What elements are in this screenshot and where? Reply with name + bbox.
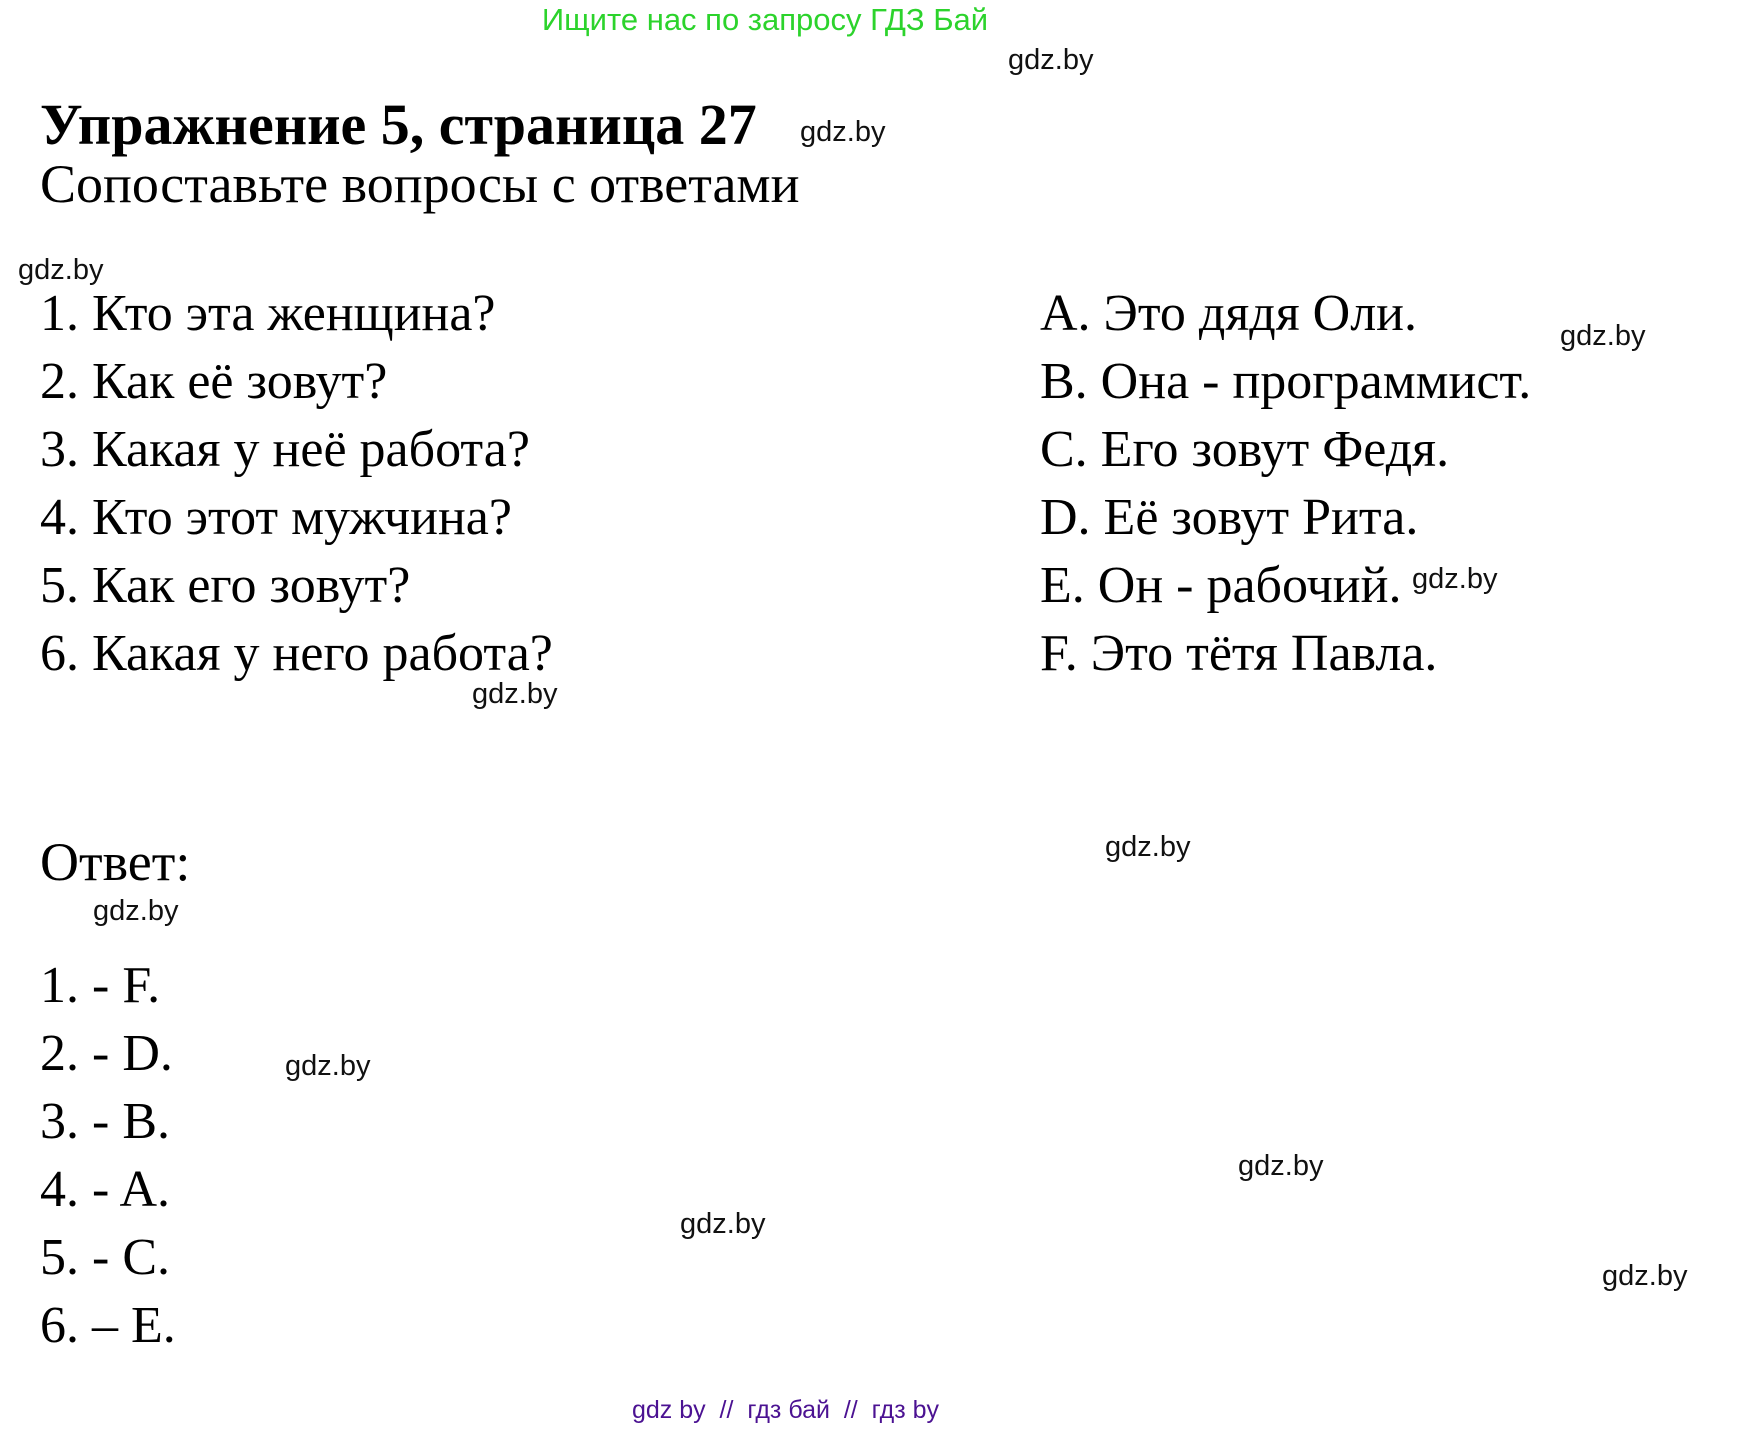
gdz-watermark: gdz.by (800, 116, 886, 148)
footer-site-links: gdz by // гдз бай // гдз by (632, 1396, 940, 1424)
gdz-watermark: gdz.by (680, 1208, 766, 1240)
answer-section-label: Ответ: (40, 832, 191, 892)
gdz-watermark: gdz.by (1008, 44, 1094, 76)
option-item: D. Её зовут Рита. (1040, 489, 1419, 546)
answer-key-item: 1. - F. (40, 957, 161, 1014)
gdz-watermark: gdz.by (1105, 831, 1191, 863)
exercise-subtitle: Сопоставьте вопросы с ответами (40, 154, 800, 214)
question-item: 6. Какая у него работа? (40, 625, 553, 682)
gdz-watermark: gdz.by (1238, 1150, 1324, 1182)
question-item: 3. Какая у неё работа? (40, 421, 530, 478)
question-list (40, 280, 553, 688)
gdz-watermark: gdz.by (1602, 1260, 1688, 1292)
option-item: C. Его зовут Федя. (1040, 421, 1450, 478)
option-item: F. Это тётя Павла. (1040, 625, 1438, 682)
gdz-watermark: gdz.by (93, 895, 179, 927)
answer-key-item: 6. – E. (40, 1297, 176, 1354)
answer-key-list (40, 952, 176, 1360)
gdz-watermark: gdz.by (285, 1050, 371, 1082)
option-item: B. Она - программист. (1040, 353, 1532, 410)
question-item: 1. Кто эта женщина? (40, 285, 496, 342)
gdz-watermark: gdz.by (472, 678, 558, 710)
gdz-watermark: gdz.by (1560, 320, 1646, 352)
option-list (1040, 280, 1531, 688)
promo-banner: Ищите нас по запросу ГДЗ Бай (541, 2, 989, 37)
exercise-title: Упражнение 5, страница 27 (40, 92, 757, 157)
answer-key-item: 2. - D. (40, 1025, 173, 1082)
option-item: A. Это дядя Оли. (1040, 285, 1417, 342)
question-item: 2. Как её зовут? (40, 353, 388, 410)
option-item: E. Он - рабочий. (1040, 557, 1402, 614)
gdz-watermark: gdz.by (18, 254, 104, 286)
question-item: 5. Как его зовут? (40, 557, 411, 614)
gdz-watermark: gdz.by (1412, 563, 1498, 595)
question-item: 4. Кто этот мужчина? (40, 489, 512, 546)
answer-key-item: 5. - C. (40, 1229, 170, 1286)
answer-key-item: 3. - B. (40, 1093, 170, 1150)
answer-key-item: 4. - A. (40, 1161, 170, 1218)
